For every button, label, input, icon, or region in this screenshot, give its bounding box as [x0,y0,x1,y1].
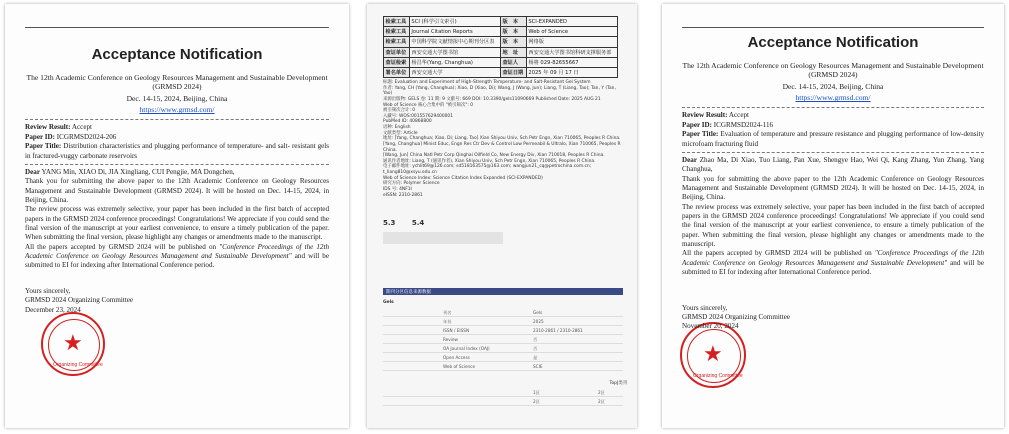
record-line: 语种: English [383,125,411,130]
paragraph-1: Thank you for submitting the above paper to the 12th Academic Conference on Geology Resources Management and Sustainable Development (GRMSD 2024). It will be hosted on Dec. 14-15, 2024, in Beijing, China. [25,177,329,204]
table-cell: 杨将 029-82655667 [526,57,617,67]
paragraph-1: Thank you for submitting the above paper to the 12th Academic Conference on Geology Resources Management and Sustainable Development (GRMSD 2024). It will be hosted on Dec. 14-15, 2024, in Beijing, China. [682,174,984,202]
table-row [384,67,618,77]
letter-title: Acceptance Notification [747,34,919,51]
table-row [384,47,618,57]
paper-id: Paper ID: ICGRMSD2024-116 [682,120,774,129]
record-line: 研究方向: Polymer Science [383,181,440,187]
table-cell: 网络版 [526,37,617,47]
divider [682,152,984,153]
list-item: 年份 2025 [383,319,623,326]
zone-header: TopJ类刊 [609,381,627,386]
record-line: PubMed ID: 40868800 [383,119,432,125]
table-cell: 署名单位 [384,67,410,77]
citation-record [367,4,637,428]
record-line: 标题: Evaluation and Experiment of High-Strength Temperature- and Salt-Resistant Gel System [383,80,591,85]
table-cell: 杨昌华(Yang, Changhua) [409,57,500,67]
section-bar: 期刊分区信息来源数据 [383,288,623,295]
conference-name: The 12th Academic Conference on Geology Resources Management and Sustainable Development (GRMSD 2024) [26,73,328,92]
metric-chart [383,232,503,244]
paragraph-2: The review process was extremely selective, your paper has been included in the first batch of accepted papers in the GRMSD 2024 conference proceedings! Congratulations! We appreciate if you could send the final version of the manuscript at your earliest convenience, to ensure a timely publication of the paper. When submitting the final version, please highlight any changes or amendments made to the manuscript. [25,205,329,242]
divider [682,107,984,108]
conference-dates: Dec. 14-15, 2024, Beijing, China [782,81,884,91]
salutation: Dear Zhao Ma, Di Xiao, Tuo Liang, Pan Xue, Shengye Hao, Wei Qi, Kang Zhang, Yun Zhang, Yang Changhua, [682,155,984,174]
metric-b: 5.4 [411,219,425,227]
verification-table [383,16,618,78]
table-cell: 查证日期 [500,67,526,77]
table-cell: 查证人 [500,57,526,67]
table-cell: 检索工具 [384,17,410,27]
table-cell: 2025 年 09 月 17 日 [526,67,617,77]
record-line: 入藏号: WOS:001557629400001 [383,113,454,119]
letter-date: November 20, 2024 [682,322,739,331]
seal-text: Organizing Committee [693,373,743,379]
letter-title: Acceptance Notification [91,46,263,63]
list-item: ISSN / EISSN 2310-2861 / 2310-2861 [383,328,623,335]
table-cell: 查证单位 [384,47,410,57]
list-item: OA Journal Index (OAJ) 否 [383,346,623,353]
star-icon: ★ [703,341,723,366]
impact-metrics [383,219,443,228]
divider [25,164,329,165]
conference-link[interactable]: https://www.grmsd.com/ [139,105,215,115]
committee: GRMSD 2024 Organizing Committee [25,296,134,305]
record-line: Web of Science Index: Science Citation Index Expanded (SCI-EXPANDED) [383,175,543,181]
record-line: 通讯作者地址: Liang, T (通讯作者), Xian Shiyou Univ, Sch Petr Engn, Xian 710065, Peoples R China. [383,158,596,164]
conference-dates: Dec. 14-15, 2024, Beijing, China [126,93,228,103]
record-line: IDS 号: 4NF1I [383,186,412,192]
paper-title: Paper Title: Distribution characteristics and plugging performance of temperature- and salt- resistant gels in fractured-vuggy carbonate reservoirs [25,142,330,160]
review-result: Review Result: Accept [682,111,749,120]
conference-name: The 12th Academic Conference on Geology Resources Management and Sustainable Development (GRMSD 2024) [682,61,984,80]
star-icon: ★ [63,330,83,355]
conference-link[interactable]: https://www.grmsd.com/ [795,93,871,103]
record-details [383,80,623,198]
paper-id: Paper ID: ICGRMSD2024-206 [25,132,117,141]
table-cell: 西安交通大学图书馆科研支撑服务部 [526,47,617,57]
salutation: Dear YANG Min, XIAO Di, JIA Xingliang, CUI Pengjie, MA Dongchen, [25,167,235,176]
table-row [384,37,618,47]
table-cell: 版 本 [500,37,526,47]
table-row [384,57,618,67]
record-line: [Wang, Jun] China Natl Petr Corp Qinghai Oilfield Co, New Energy Div, Xian 710018, Peoples R China. [383,153,605,159]
metric-a: 5.3 [383,219,396,227]
acceptance-letter-left [5,4,349,428]
letter-date: December 23, 2024 [25,305,81,314]
paragraph-2: The review process was extremely selective, your paper has been included in the first batch of accepted papers in the GRMSD 2024 conference proceedings! Congratulations! We appreciate if you could send the final version of the manuscript at your earliest convenience, to ensure a timely publication of the paper. When submitting the final version, please highlight any changes or amendments made to the manuscript. [682,202,984,249]
closing: Yours sincerely, [25,286,71,295]
seal-text: Organizing Committee [53,362,103,368]
paragraph-3: All the papers accepted by GRMSD 2024 will be published on "Conference Proceedings of the 12th Academic Conference on Geology Resources Management and Sustainable Development" and will be submitted to EI for indexing after International Conference period. [682,249,985,277]
record-line: 文献类型: Article [383,130,418,136]
journal-subhead: Gels [383,300,394,305]
divider [25,119,329,120]
table-cell: 西安交通大学 [409,67,500,77]
seal-stamp [41,312,105,376]
paper-title: Paper Title: Evaluation of temperature and pressure resistance and plugging performance of low-density microfoam fracturing fluid [682,130,984,148]
list-item: 1区 2区 [383,390,623,397]
record-line: [Yang, Changhua] Minist Educ, Engn Res Ctr Dev & Control Low Permeabil & Ultralo, Xian 710065, Peoples R China. [383,141,621,153]
list-item: Review 否 [383,337,623,344]
record-line: eISSN: 2310-2861 [383,192,423,198]
record-line: 作者: Yang, CH (Yang, Changhua); Xiao, D (Xiao, Di); Wang, J (Wang, Jun); Liang, T (Liang, Tao); Tan, Y (Tan, Yao) [383,85,616,97]
record-line: 被引频次合计: 0 [383,108,416,114]
table-row [384,27,618,37]
record-line: 地址: [Yang, Changhua; Xiao, Di; Liang, Tao] Xian Shiyou Univ, Sch Petr Engn, Xian 710065, Peoples R China. [383,136,621,142]
record-line: 来源出版物: GELS 卷: 11 期: 9 文献号: 669 DOI: 10.3390/gels11090669 Published Date: 2025 AUG 21 [383,96,601,102]
list-item: 刊名 Gels [383,310,623,317]
table-cell: 版 本 [500,17,526,27]
seal-stamp [680,322,746,388]
table-cell: Journal Citation Reports [409,27,500,37]
record-line: Web of Science 核心合集中的 "被引频次": 0 [383,102,474,108]
record-line: 电子邮件地址: ychlit69@126.com; sd518163575@163.com; wangjun21_cq@petrochina.com.cn; t_liang810@xsyu.edu.cn [383,164,592,175]
table-cell: 中国科学院文献情报中心期刊分区表 [409,37,500,47]
table-cell: 查证检索 [384,57,410,67]
table-cell: 西安交通大学图书馆 [409,47,500,57]
table-row [384,17,618,27]
list-item: Web of Science SCIE [383,364,623,371]
paragraph-3: All the papers accepted by GRMSD 2024 will be published on "Conference Proceedings of the 12th Academic Conference on Geology Resources Management and Sustainable Development" and will be submitted to EI for indexing after International Conference period. [25,242,329,270]
closing: Yours sincerely, [682,303,728,312]
acceptance-letter-right [662,4,1004,428]
table-cell: 检索工具 [384,37,410,47]
table-cell: 地 址 [500,47,526,57]
table-cell: Web of Science [526,27,617,37]
table-cell: 版 本 [500,27,526,37]
table-cell: 检索工具 [384,27,410,37]
review-result: Review Result: Accept [25,123,92,132]
table-cell: SCI (科学引文索引) [409,17,500,27]
list-item: 2区 2区 [383,399,623,406]
list-item: Open Access 是 [383,355,623,362]
committee: GRMSD 2024 Organizing Committee [682,312,791,321]
table-cell: SCI-EXPANDED [526,17,617,27]
